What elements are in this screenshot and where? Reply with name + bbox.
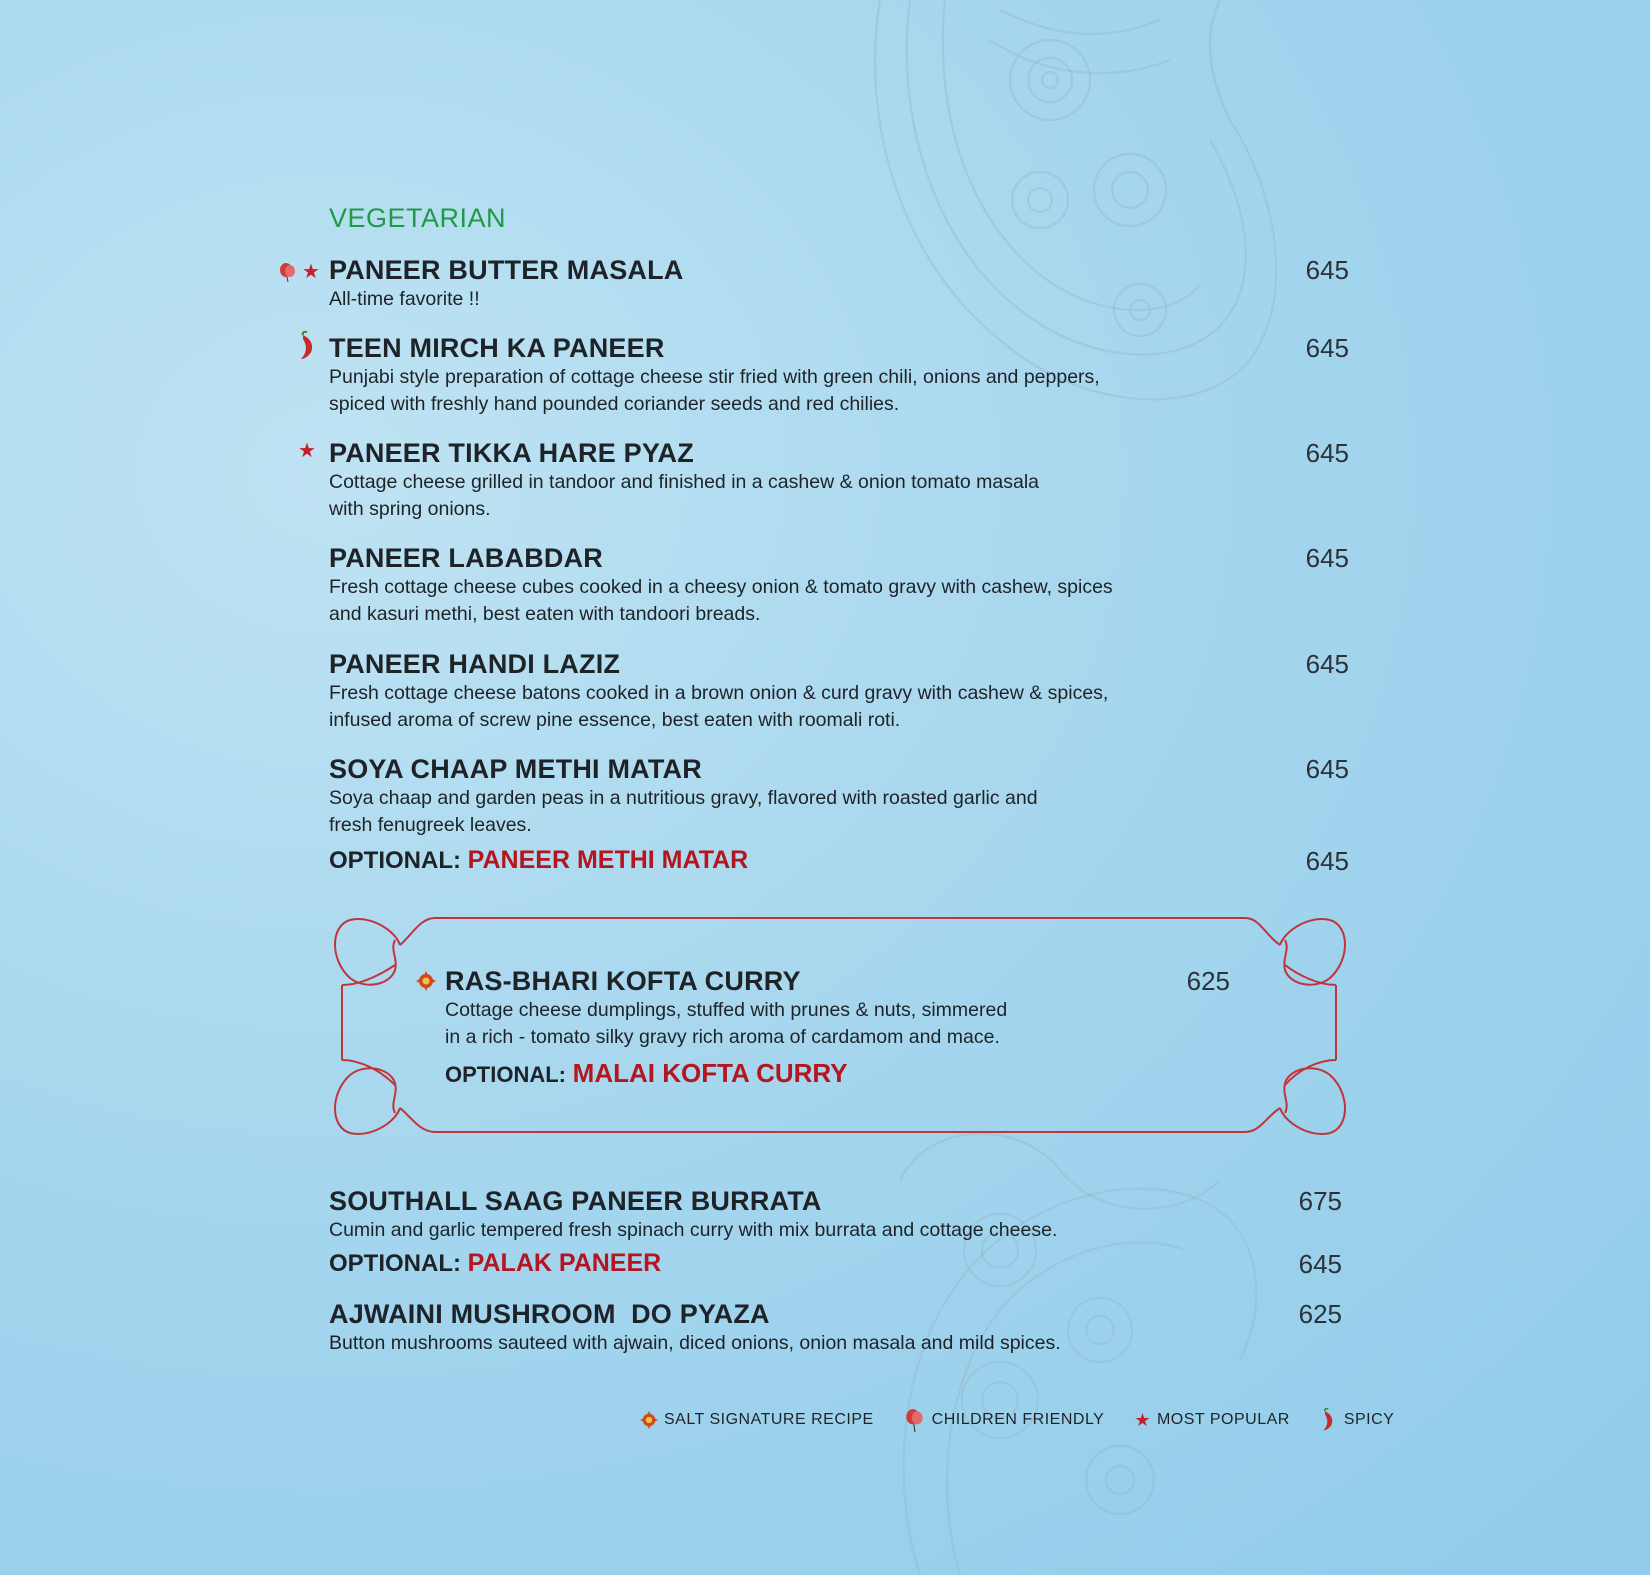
item-description: Cumin and garlic tempered fresh spinach curry with mix burrata and cottage cheese. — [329, 1219, 1058, 1241]
legend — [640, 1408, 1394, 1432]
menu-item — [329, 254, 1349, 313]
menu-item — [329, 542, 1349, 628]
salt-signature-icon — [416, 971, 436, 991]
item-description: Fresh cottage cheese batons cooked in a brown onion & curd gravy with cashew & spices, infused aroma of screw pine essence, best eaten with roomali roti. — [329, 682, 1109, 731]
featured-item — [445, 965, 1230, 1051]
menu-item — [329, 648, 1349, 734]
item-description: Cottage cheese dumplings, stuffed with prunes & nuts, simmered in a rich - tomato silky gravy rich aroma of cardamom and mace. — [445, 999, 1008, 1048]
item-icons — [278, 262, 320, 282]
legend-label: SPICY — [1343, 1411, 1395, 1428]
optional-value: MALAI KOFTA CURRY — [572, 1058, 848, 1088]
item-name: PANEER LABABDAR — [329, 543, 604, 573]
salt-signature-icon — [640, 1411, 658, 1429]
legend-label: CHILDREN FRIENDLY — [931, 1411, 1105, 1428]
item-description: Soya chaap and garden peas in a nutritious gravy, flavored with roasted garlic and fresh fenugreek leaves. — [329, 787, 1038, 836]
legend-item — [904, 1408, 1105, 1432]
item-price: 645 — [1305, 438, 1349, 468]
item-price: 625 — [1298, 1299, 1342, 1329]
item-name: SOUTHALL SAAG PANEER BURRATA — [329, 1186, 822, 1216]
legend-item — [1134, 1410, 1289, 1430]
menu-item — [329, 1298, 1342, 1357]
item-description: Cottage cheese grilled in tandoor and finished in a cashew & onion tomato masala with spring onions. — [329, 471, 1040, 520]
optional-value: PALAK PANEER — [467, 1249, 662, 1277]
item-price: 645 — [1305, 543, 1349, 573]
item-description: All-time favorite !! — [329, 288, 480, 310]
item-name: PANEER HANDI LAZIZ — [329, 649, 621, 679]
spicy-icon — [297, 331, 319, 361]
legend-item — [1320, 1408, 1395, 1432]
optional-value: PANEER METHI MATAR — [467, 846, 749, 874]
optional-variant — [329, 845, 1349, 876]
item-price: 645 — [1305, 255, 1349, 285]
optional-price: 645 — [1305, 846, 1349, 876]
item-name: TEEN MIRCH KA PANEER — [329, 333, 665, 363]
item-description: Button mushrooms sauteed with ajwain, diced onions, onion masala and mild spices. — [329, 1332, 1061, 1354]
most-popular-icon: ★ — [302, 261, 320, 283]
optional-label: OPTIONAL: — [445, 1062, 566, 1087]
item-name: RAS-BHARI KOFTA CURRY — [445, 966, 801, 996]
most-popular-icon: ★ — [298, 440, 316, 462]
menu-item — [329, 1185, 1342, 1244]
optional-variant — [445, 1058, 1465, 1090]
legend-label: MOST POPULAR — [1156, 1411, 1290, 1428]
menu-item — [329, 332, 1349, 418]
children-friendly-icon — [278, 262, 298, 282]
most-popular-icon: ★ — [1134, 1410, 1151, 1430]
legend-item — [640, 1411, 874, 1429]
item-name: PANEER TIKKA HARE PYAZ — [329, 438, 694, 468]
spicy-icon — [1320, 1408, 1338, 1432]
menu-item — [329, 753, 1349, 839]
menu-item — [329, 437, 1349, 523]
optional-label: OPTIONAL: — [329, 1250, 461, 1277]
children-friendly-icon — [904, 1408, 926, 1432]
item-price: 645 — [1305, 649, 1349, 679]
item-price: 625 — [1186, 966, 1230, 996]
item-name: SOYA CHAAP METHI MATAR — [329, 754, 702, 784]
item-name: AJWAINI MUSHROOM DO PYAZA — [329, 1299, 770, 1329]
item-price: 675 — [1298, 1186, 1342, 1216]
item-description: Fresh cottage cheese cubes cooked in a cheesy onion & tomato gravy with cashew, spices and kasuri methi, best eaten with tandoori breads. — [329, 576, 1113, 625]
optional-variant — [329, 1248, 1342, 1279]
optional-price: 645 — [1298, 1249, 1342, 1279]
item-name: PANEER BUTTER MASALA — [329, 255, 684, 285]
section-title: VEGETARIAN — [329, 203, 507, 233]
item-price: 645 — [1305, 754, 1349, 784]
item-price: 645 — [1305, 333, 1349, 363]
optional-label: OPTIONAL: — [329, 847, 461, 874]
legend-label: SALT SIGNATURE RECIPE — [664, 1411, 874, 1428]
item-description: Punjabi style preparation of cottage cheese stir fried with green chili, onions and peppers, spiced with freshly hand pounded coriander seeds and red chilies. — [329, 366, 1100, 415]
